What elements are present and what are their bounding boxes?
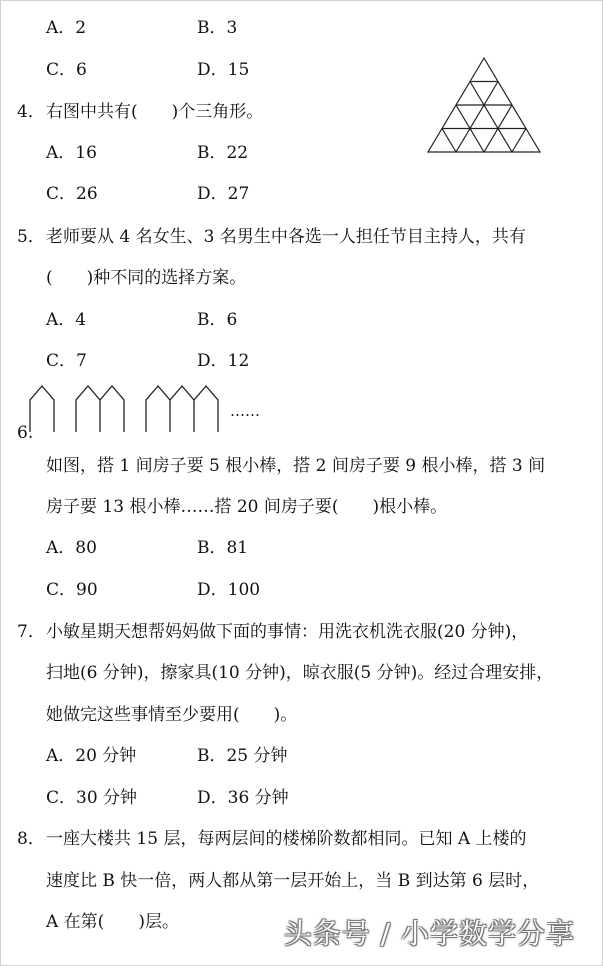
q8-question-line2: 速度比 B 快一倍，两人都从第一层开始上，当 B 到达第 6 层时，: [46, 871, 540, 891]
q3-option-b[interactable]: B．3: [197, 18, 238, 38]
q3-option-d[interactable]: D．15: [197, 60, 250, 80]
q3-option-a[interactable]: A．2: [46, 18, 87, 38]
q5-option-c[interactable]: C．7: [46, 351, 87, 371]
q6-question-line2: 房子要 13 根小棒……搭 20 间房子要( )根小棒。: [46, 497, 448, 517]
q6-option-d[interactable]: D．100: [197, 580, 261, 600]
q5-option-b[interactable]: B．6: [197, 310, 238, 330]
q6-option-b[interactable]: B．81: [197, 538, 249, 558]
q8-question-line1: 一座大楼共 15 层，每两层间的楼梯阶数都相同。已知 A 上楼的: [46, 829, 527, 849]
q8-number: 8．: [17, 829, 45, 849]
q7-option-c[interactable]: C．30 分钟: [46, 788, 138, 808]
triangle-grid-figure: [424, 56, 544, 154]
q5-option-a[interactable]: A．4: [46, 310, 87, 330]
q6-figure-ellipsis: ……: [230, 402, 260, 420]
q7-number: 7．: [17, 622, 45, 642]
q3-option-c[interactable]: C．6: [46, 60, 87, 80]
q6-option-c[interactable]: C．90: [46, 580, 98, 600]
q7-option-b[interactable]: B．25 分钟: [197, 746, 288, 766]
q4-option-d[interactable]: D．27: [197, 184, 250, 204]
q7-option-d[interactable]: D．36 分钟: [197, 788, 289, 808]
q6-question-line1: 如图，搭 1 间房子要 5 根小棒，搭 2 间房子要 9 根小棒，搭 3 间: [46, 456, 546, 476]
q5-question-line2: ( )种不同的选择方案。: [46, 268, 247, 288]
q4-question-text: 右图中共有( )个三角形。: [46, 102, 264, 122]
q6-number: 6.: [17, 423, 34, 443]
watermark-text: 头条号 / 小学数学分享: [283, 917, 575, 950]
q8-question-line3: A 在第( )层。: [46, 912, 179, 932]
q6-option-a[interactable]: A．80: [46, 538, 97, 558]
q7-question-line1: 小敏星期天想帮妈妈做下面的事情：用洗衣机洗衣服(20 分钟)，: [46, 622, 529, 642]
q7-question-line2: 扫地(6 分钟)，擦家具(10 分钟)，晾衣服(5 分钟)。经过合理安排，: [46, 663, 554, 683]
q4-number: 4．: [17, 102, 45, 122]
q5-option-d[interactable]: D．12: [197, 351, 250, 371]
q5-number: 5．: [17, 227, 45, 247]
q4-option-c[interactable]: C．26: [46, 184, 98, 204]
q5-question-line1: 老师要从 4 名女生、3 名男生中各选一人担任节目主持人，共有: [46, 227, 526, 247]
q4-option-b[interactable]: B．22: [197, 143, 249, 163]
house-sticks-figure: [28, 382, 228, 434]
q7-question-line3: 她做完这些事情至少要用( )。: [46, 705, 298, 725]
q7-option-a[interactable]: A．20 分钟: [46, 746, 137, 766]
q4-option-a[interactable]: A．16: [46, 143, 97, 163]
